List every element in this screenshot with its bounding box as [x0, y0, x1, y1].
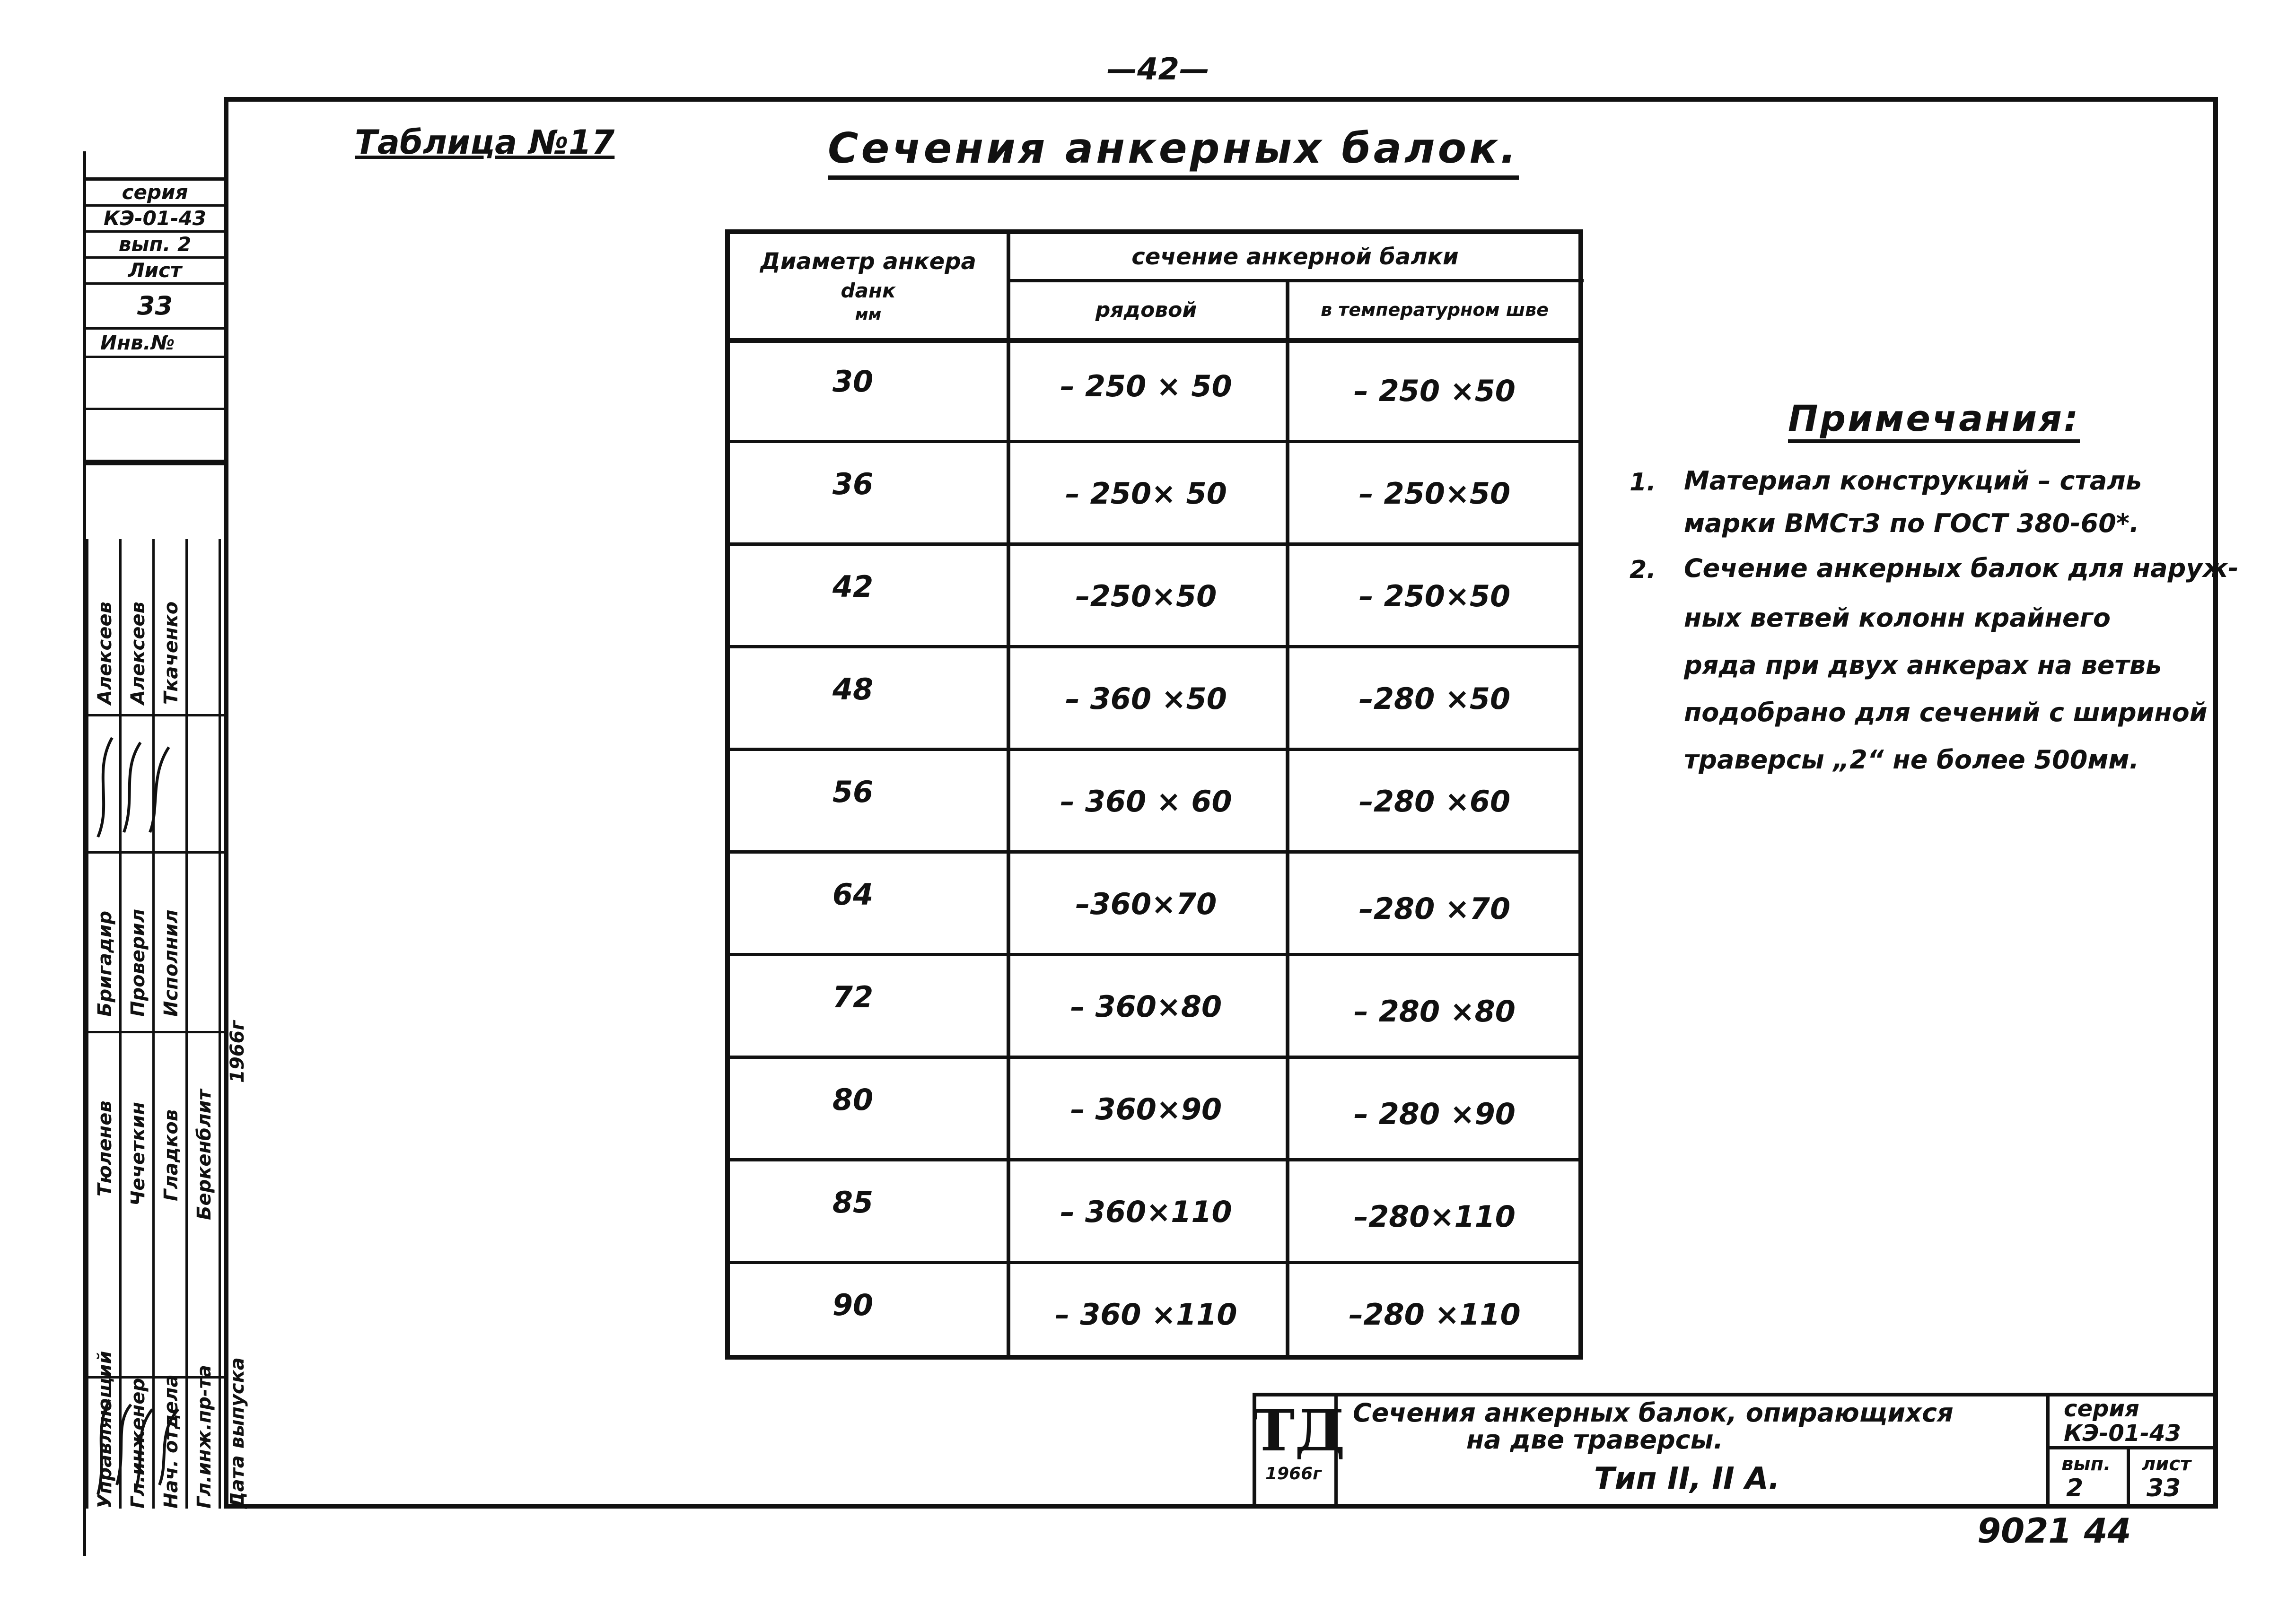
cell-diameter: 36: [832, 467, 874, 501]
approvals-block: [86, 539, 248, 1509]
approval-role: Исполнил: [160, 909, 182, 1017]
table-row-divider: [730, 748, 1583, 751]
cell-regular: – 360 ×110: [1055, 1297, 1237, 1332]
cell-regular: – 360 × 60: [1060, 784, 1232, 819]
table-row-divider: [730, 1158, 1583, 1161]
cell-regular: – 250× 50: [1065, 476, 1227, 511]
approval-divider: [88, 851, 224, 854]
cell-diameter: 85: [832, 1185, 874, 1220]
note-line: ряда при двух анкерах на ветвь: [1684, 650, 2162, 680]
cell-joint: – 250×50: [1358, 476, 1511, 511]
signatures-lower: [88, 1390, 226, 1499]
cell-joint: – 250×50: [1358, 579, 1511, 613]
table-row-divider: [730, 953, 1583, 956]
cell-regular: – 360×90: [1070, 1092, 1222, 1126]
stamp-inv-label: Инв.№: [86, 330, 224, 358]
cell-diameter: 80: [832, 1082, 874, 1117]
cell-diameter: 56: [832, 775, 874, 809]
note-line: Материал конструкций – сталь: [1684, 466, 2142, 496]
logo-mark: ТД: [1253, 1397, 1345, 1464]
stamp-sheet-value: 33: [86, 285, 224, 330]
approval-role: Дата выпуска: [227, 1357, 248, 1509]
series-cell: [2050, 1393, 2218, 1449]
approval-name: 1966г: [227, 1020, 248, 1083]
note-line: ных ветвей колонн крайнего: [1684, 603, 2111, 633]
drawing-title-line2: на две траверсы.: [1466, 1424, 1723, 1455]
approval-name: Ткаченко: [160, 601, 182, 705]
note-line: Сечение анкерных балок для наруж-: [1684, 553, 2239, 583]
cell-regular: – 250 × 50: [1060, 369, 1232, 403]
approval-name: Гладков: [160, 1109, 182, 1201]
note-line: подобрано для сечений с шириной: [1684, 698, 2208, 727]
cell-joint: – 280 ×90: [1354, 1097, 1516, 1131]
tb-sheet-label: лист: [2142, 1453, 2191, 1475]
logo-year: 1966г: [1265, 1464, 1322, 1484]
table-label: Таблица №17: [355, 123, 615, 162]
institute-logo: [1253, 1393, 1345, 1509]
table-header-bottom: [730, 338, 1583, 343]
cell-diameter: 30: [832, 364, 874, 399]
col-joint-header: в температурном шве: [1321, 299, 1549, 320]
cell-regular: –360×70: [1075, 887, 1217, 921]
table-row-divider: [730, 850, 1583, 854]
approval-role: Проверил: [127, 909, 149, 1017]
table-row-divider: [730, 542, 1583, 546]
sheet-cell: [2130, 1449, 2218, 1505]
signatures-upper: [88, 728, 193, 842]
left-stamp: [83, 177, 224, 465]
tb-series-value: КЭ-01-43: [2064, 1420, 2181, 1447]
note-line: марки ВМСт3 по ГОСТ 380-60*.: [1684, 508, 2139, 538]
col-diameter-unit: мм: [855, 305, 882, 324]
col-regular-header: рядовой: [1095, 298, 1197, 322]
stamp-empty-2: [86, 410, 224, 462]
cell-diameter: 48: [832, 672, 874, 707]
stamp-series-label: серия: [86, 181, 224, 207]
cell-regular: – 360×80: [1070, 989, 1222, 1024]
tb-series-label: серия: [2064, 1396, 2139, 1422]
cell-joint: –280 ×70: [1358, 891, 1511, 926]
note-line: траверсы „2“ не более 500мм.: [1684, 745, 2139, 775]
note-number: 2.: [1630, 556, 1656, 584]
table-row-divider: [730, 440, 1583, 443]
approval-name: Чечеткин: [127, 1101, 149, 1206]
cell-joint: – 280 ×80: [1354, 994, 1516, 1029]
approval-name: Тюленев: [94, 1100, 116, 1196]
cell-diameter: 42: [832, 569, 874, 604]
stamp-empty-1: [86, 358, 224, 410]
drawing-type: Тип II, II А.: [1594, 1461, 1780, 1496]
approval-role: Нач. отдела: [160, 1374, 182, 1509]
title-block-codes: [2046, 1393, 2218, 1509]
table-header-divider: [1007, 279, 1584, 282]
approval-role: Гл.инженер: [127, 1378, 149, 1509]
table-row-divider: [730, 1056, 1583, 1059]
drawing-title-line1: Сечения анкерных балок, опирающихся: [1353, 1398, 1954, 1428]
cell-joint: – 250 ×50: [1354, 374, 1516, 408]
cell-regular: –250×50: [1075, 579, 1217, 613]
stamp-issue: вып. 2: [86, 233, 224, 259]
cell-joint: –280×110: [1354, 1199, 1516, 1234]
cell-diameter: 64: [832, 877, 874, 912]
approval-role: Управляющий: [94, 1351, 116, 1509]
issue-cell: [2050, 1449, 2130, 1505]
notes-title: Примечания:: [1788, 397, 2080, 443]
cell-regular: – 360×110: [1060, 1195, 1232, 1229]
cell-joint: –280 ×50: [1358, 681, 1511, 716]
approval-role: Бригадир: [94, 910, 116, 1017]
cell-diameter: 72: [832, 980, 874, 1014]
cell-joint: –280 ×60: [1358, 784, 1511, 819]
approval-divider: [88, 714, 224, 716]
cell-diameter: 90: [832, 1288, 874, 1322]
col-diameter-header: Диаметр анкера: [760, 248, 976, 275]
cell-regular: – 360 ×50: [1065, 681, 1227, 716]
archive-code: 9021 44: [1977, 1511, 2131, 1551]
tb-issue-label: вып.: [2061, 1453, 2111, 1475]
approval-name: Алексеев: [94, 602, 116, 705]
cell-joint: –280 ×110: [1349, 1297, 1521, 1332]
stamp-series-value: КЭ-01-43: [86, 207, 224, 233]
stamp-sheet-label: Лист: [86, 259, 224, 285]
tb-sheet-value: 33: [2147, 1474, 2181, 1502]
approval-role: Гл.инж.пр-та: [193, 1365, 215, 1509]
drawing-title: [1353, 1400, 2015, 1453]
page-number: —42—: [1107, 52, 1210, 87]
note-number: 1.: [1630, 468, 1656, 497]
table-row-divider: [730, 1261, 1583, 1264]
approval-name: Алексеев: [127, 602, 149, 705]
approval-col-4: [188, 539, 221, 1509]
page-title: Сечения анкерных балок.: [828, 124, 1519, 180]
anchor-beam-table: [725, 229, 1583, 1360]
group-header: сечение анкерной балки: [1131, 244, 1459, 270]
tb-issue-value: 2: [2066, 1474, 2084, 1502]
table-col-divider: [1286, 281, 1289, 1360]
approval-divider: [88, 1031, 224, 1033]
table-row-divider: [730, 645, 1583, 648]
approval-name: Беркенблит: [193, 1089, 215, 1220]
col-diameter-symbol: dанк: [841, 279, 896, 302]
